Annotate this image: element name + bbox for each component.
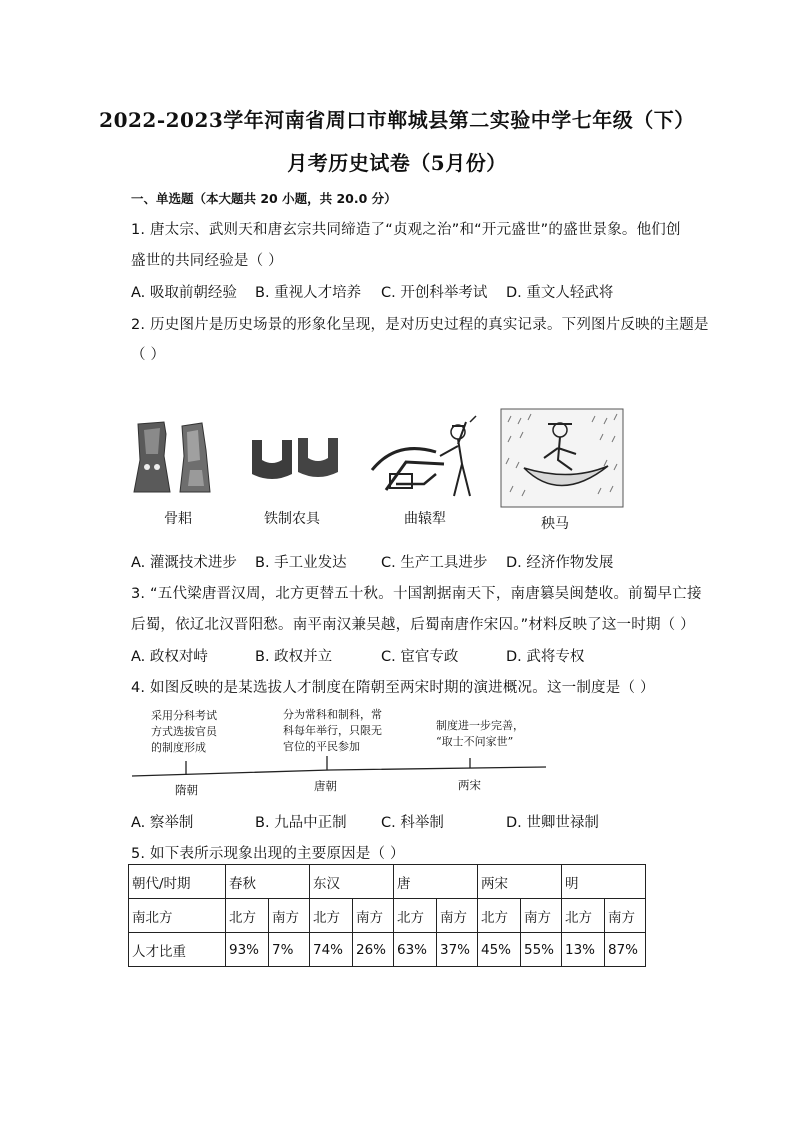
q3-stem-line1: 3. “五代梁唐晋汉周，北方更替五十秋。十国割据南天下，南唐篡吴闽楚收。前蜀早亡接 [131, 586, 702, 602]
table-cell: 63% [394, 933, 437, 967]
table-cell: 朝代/时期 [129, 865, 226, 899]
table-cell: 93% [226, 933, 269, 967]
q4-stem-line1: 4. 如图反映的是某选拔人才制度在隋朝至两宋时期的演进概况。这一制度是（ ） [131, 680, 655, 696]
timeline-label-tang: 唐朝 [314, 779, 337, 793]
q1-option-d[interactable]: D. 重文人轻武将 [506, 285, 614, 301]
q4-option-a[interactable]: A. 察举制 [131, 815, 194, 831]
table-cell: 7% [269, 933, 310, 967]
q1-stem-line2: 盛世的共同经验是（ ） [131, 253, 283, 269]
table-cell: 春秋 [226, 865, 310, 899]
q1-option-b[interactable]: B. 重视人才培养 [255, 285, 362, 301]
table-cell: 两宋 [478, 865, 562, 899]
table-cell: 45% [478, 933, 521, 967]
caption-seedling-horse: 秧马 [541, 516, 569, 532]
q5-stem-line1: 5. 如下表所示现象出现的主要原因是（ ） [131, 846, 405, 862]
timeline-note-tang [283, 707, 382, 755]
q3-stem-line2: 后蜀，依辽北汉晋阳愁。南平南汉兼吴越，后蜀南唐作宋囚。”材料反映了这一时期（ ） [131, 617, 695, 633]
timeline-note-tang-line: 科每年举行，只限无 [283, 724, 382, 737]
curved-plough-image [366, 412, 492, 500]
q2-option-a[interactable]: A. 灌溉技术进步 [131, 555, 237, 571]
table-cell: 北方 [562, 899, 605, 933]
timeline-note-sui-line: 采用分科考试 [151, 709, 217, 722]
timeline-note-song-line: 制度进一步完善， [436, 719, 524, 732]
iron-tools-image [248, 436, 342, 486]
table-cell: 26% [353, 933, 394, 967]
timeline-label-song: 两宋 [458, 778, 481, 792]
table-row [129, 865, 646, 899]
q2-option-c[interactable]: C. 生产工具进步 [381, 555, 488, 571]
q3-option-b[interactable]: B. 政权并立 [255, 649, 333, 665]
table-row [129, 899, 646, 933]
q1-option-a[interactable]: A. 吸取前朝经验 [131, 285, 237, 301]
table-cell: 明 [562, 865, 646, 899]
caption-iron-tools: 铁制农具 [264, 511, 320, 527]
table-cell: 南方 [521, 899, 562, 933]
table-cell: 北方 [394, 899, 437, 933]
table-cell: 唐 [394, 865, 478, 899]
table-cell: 37% [437, 933, 478, 967]
timeline-note-song [436, 718, 524, 750]
table-cell: 北方 [226, 899, 269, 933]
timeline-note-sui [151, 708, 217, 756]
q2-option-d[interactable]: D. 经济作物发展 [506, 555, 614, 571]
table-cell: 13% [562, 933, 605, 967]
exam-title-line2: 月考历史试卷（5月份） [287, 151, 507, 175]
table-cell: 南方 [353, 899, 394, 933]
table-cell: 北方 [310, 899, 353, 933]
q2-stem-line1: 2. 历史图片是历史场景的形象化呈现，是对历史过程的真实记录。下列图片反映的主题是 [131, 317, 709, 333]
table-cell: 87% [605, 933, 646, 967]
timeline-axis [130, 756, 550, 782]
table-cell: 74% [310, 933, 353, 967]
q2-stem-line2: （ ） [131, 347, 166, 363]
q3-option-c[interactable]: C. 宦官专政 [381, 649, 459, 665]
q4-option-c[interactable]: C. 科举制 [381, 815, 444, 831]
table-row [129, 933, 646, 967]
table-cell: 南方 [605, 899, 646, 933]
bone-spade-image [130, 420, 214, 494]
caption-curved-plough: 曲辕犁 [404, 511, 446, 527]
talent-ratio-table [128, 864, 646, 967]
table-cell: 南北方 [129, 899, 226, 933]
table-cell: 南方 [437, 899, 478, 933]
table-cell: 东汉 [310, 865, 394, 899]
q4-option-b[interactable]: B. 九品中正制 [255, 815, 347, 831]
exam-title-line1: 2022-2023学年河南省周口市郸城县第二实验中学七年级（下） [99, 108, 695, 132]
timeline-note-sui-line: 的制度形成 [151, 741, 206, 754]
table-cell: 人才比重 [129, 933, 226, 967]
q4-option-d[interactable]: D. 世卿世禄制 [506, 815, 599, 831]
timeline-note-tang-line: 官位的平民参加 [283, 740, 360, 753]
timeline-note-sui-line: 方式选拔官员 [151, 725, 217, 738]
section-heading: 一、单选题（本大题共 20 小题，共 20.0 分） [131, 191, 397, 206]
q3-option-a[interactable]: A. 政权对峙 [131, 649, 208, 665]
timeline-note-tang-line: 分为常科和制科，常 [283, 708, 382, 721]
seedling-horse-image [500, 408, 624, 508]
q2-option-b[interactable]: B. 手工业发达 [255, 555, 347, 571]
table-cell: 北方 [478, 899, 521, 933]
q1-stem-line1: 1. 唐太宗、武则天和唐玄宗共同缔造了“贞观之治”和“开元盛世”的盛世景象。他们创 [131, 222, 681, 238]
caption-bone-spade: 骨耜 [164, 511, 192, 527]
timeline-label-sui: 隋朝 [175, 783, 198, 797]
timeline-note-song-line: “取士不问家世” [436, 735, 514, 748]
table-cell: 55% [521, 933, 562, 967]
q1-option-c[interactable]: C. 开创科举考试 [381, 285, 488, 301]
table-cell: 南方 [269, 899, 310, 933]
q3-option-d[interactable]: D. 武将专权 [506, 649, 585, 665]
